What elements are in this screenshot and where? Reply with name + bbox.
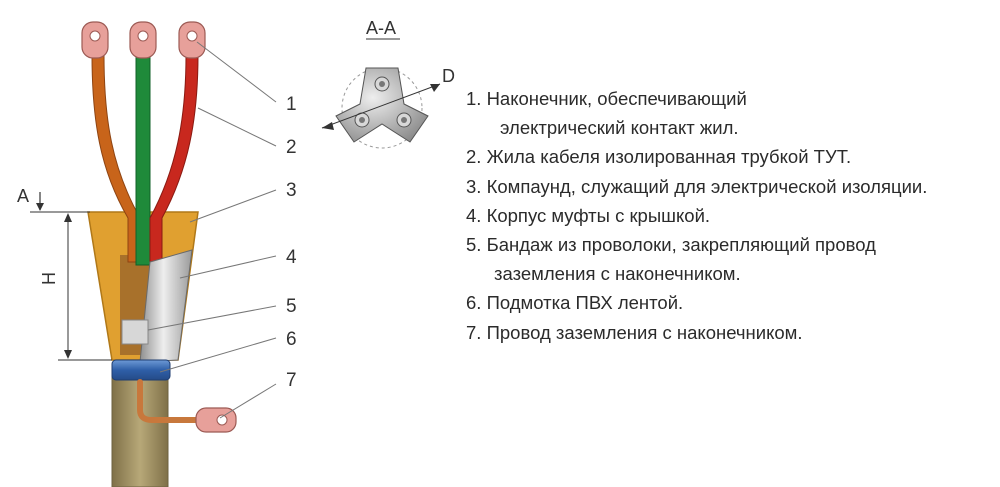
legend-item-2: 2. Жила кабеля изолированная трубкой ТУТ.	[466, 146, 852, 168]
dim-d-label: D	[442, 66, 455, 86]
dim-h-arrow-bottom	[64, 350, 72, 359]
legend-item-1: 1. Наконечник, обеспечивающий	[466, 88, 747, 109]
wire-bandage	[122, 320, 148, 344]
callout-5: 5	[286, 296, 297, 317]
dim-h-label: H	[39, 272, 59, 285]
section-label: A-A	[366, 18, 397, 38]
legend-item-1-cont: электрический контакт жил.	[500, 117, 739, 139]
callout-7: 7	[286, 370, 297, 391]
lug-orange	[82, 22, 108, 58]
legend-item-3: 3. Компаунд, служащий для электрической изоляции.	[466, 175, 928, 197]
legend-item-7: 7. Провод заземления с наконечником.	[466, 321, 803, 343]
dim-d-arrow2	[322, 122, 334, 130]
legend-item-4: 4. Корпус муфты с крышкой.	[466, 204, 711, 226]
callout-1: 1	[286, 94, 297, 115]
pvc-tape	[112, 360, 170, 380]
legend-item-6: 6. Подмотка ПВХ лентой.	[466, 292, 684, 314]
dim-a-label: A	[17, 186, 30, 206]
legend-item-5-cont: заземления с наконечником.	[494, 263, 741, 285]
core-green	[136, 55, 150, 265]
legend	[466, 84, 996, 347]
callout-6: 6	[286, 329, 297, 350]
section-disc	[336, 68, 428, 142]
callout-4: 4	[286, 247, 297, 268]
lug-red	[179, 22, 205, 58]
callout-2: 2	[286, 137, 297, 158]
lug-green	[130, 22, 156, 58]
dim-a-arrowhead	[36, 203, 44, 211]
dim-h-arrow-top	[64, 213, 72, 222]
legend-item-5: 5. Бандаж из проволоки, закрепляющий провод	[466, 234, 876, 256]
dim-d-arrow	[430, 84, 440, 92]
callout-3: 3	[286, 180, 297, 201]
